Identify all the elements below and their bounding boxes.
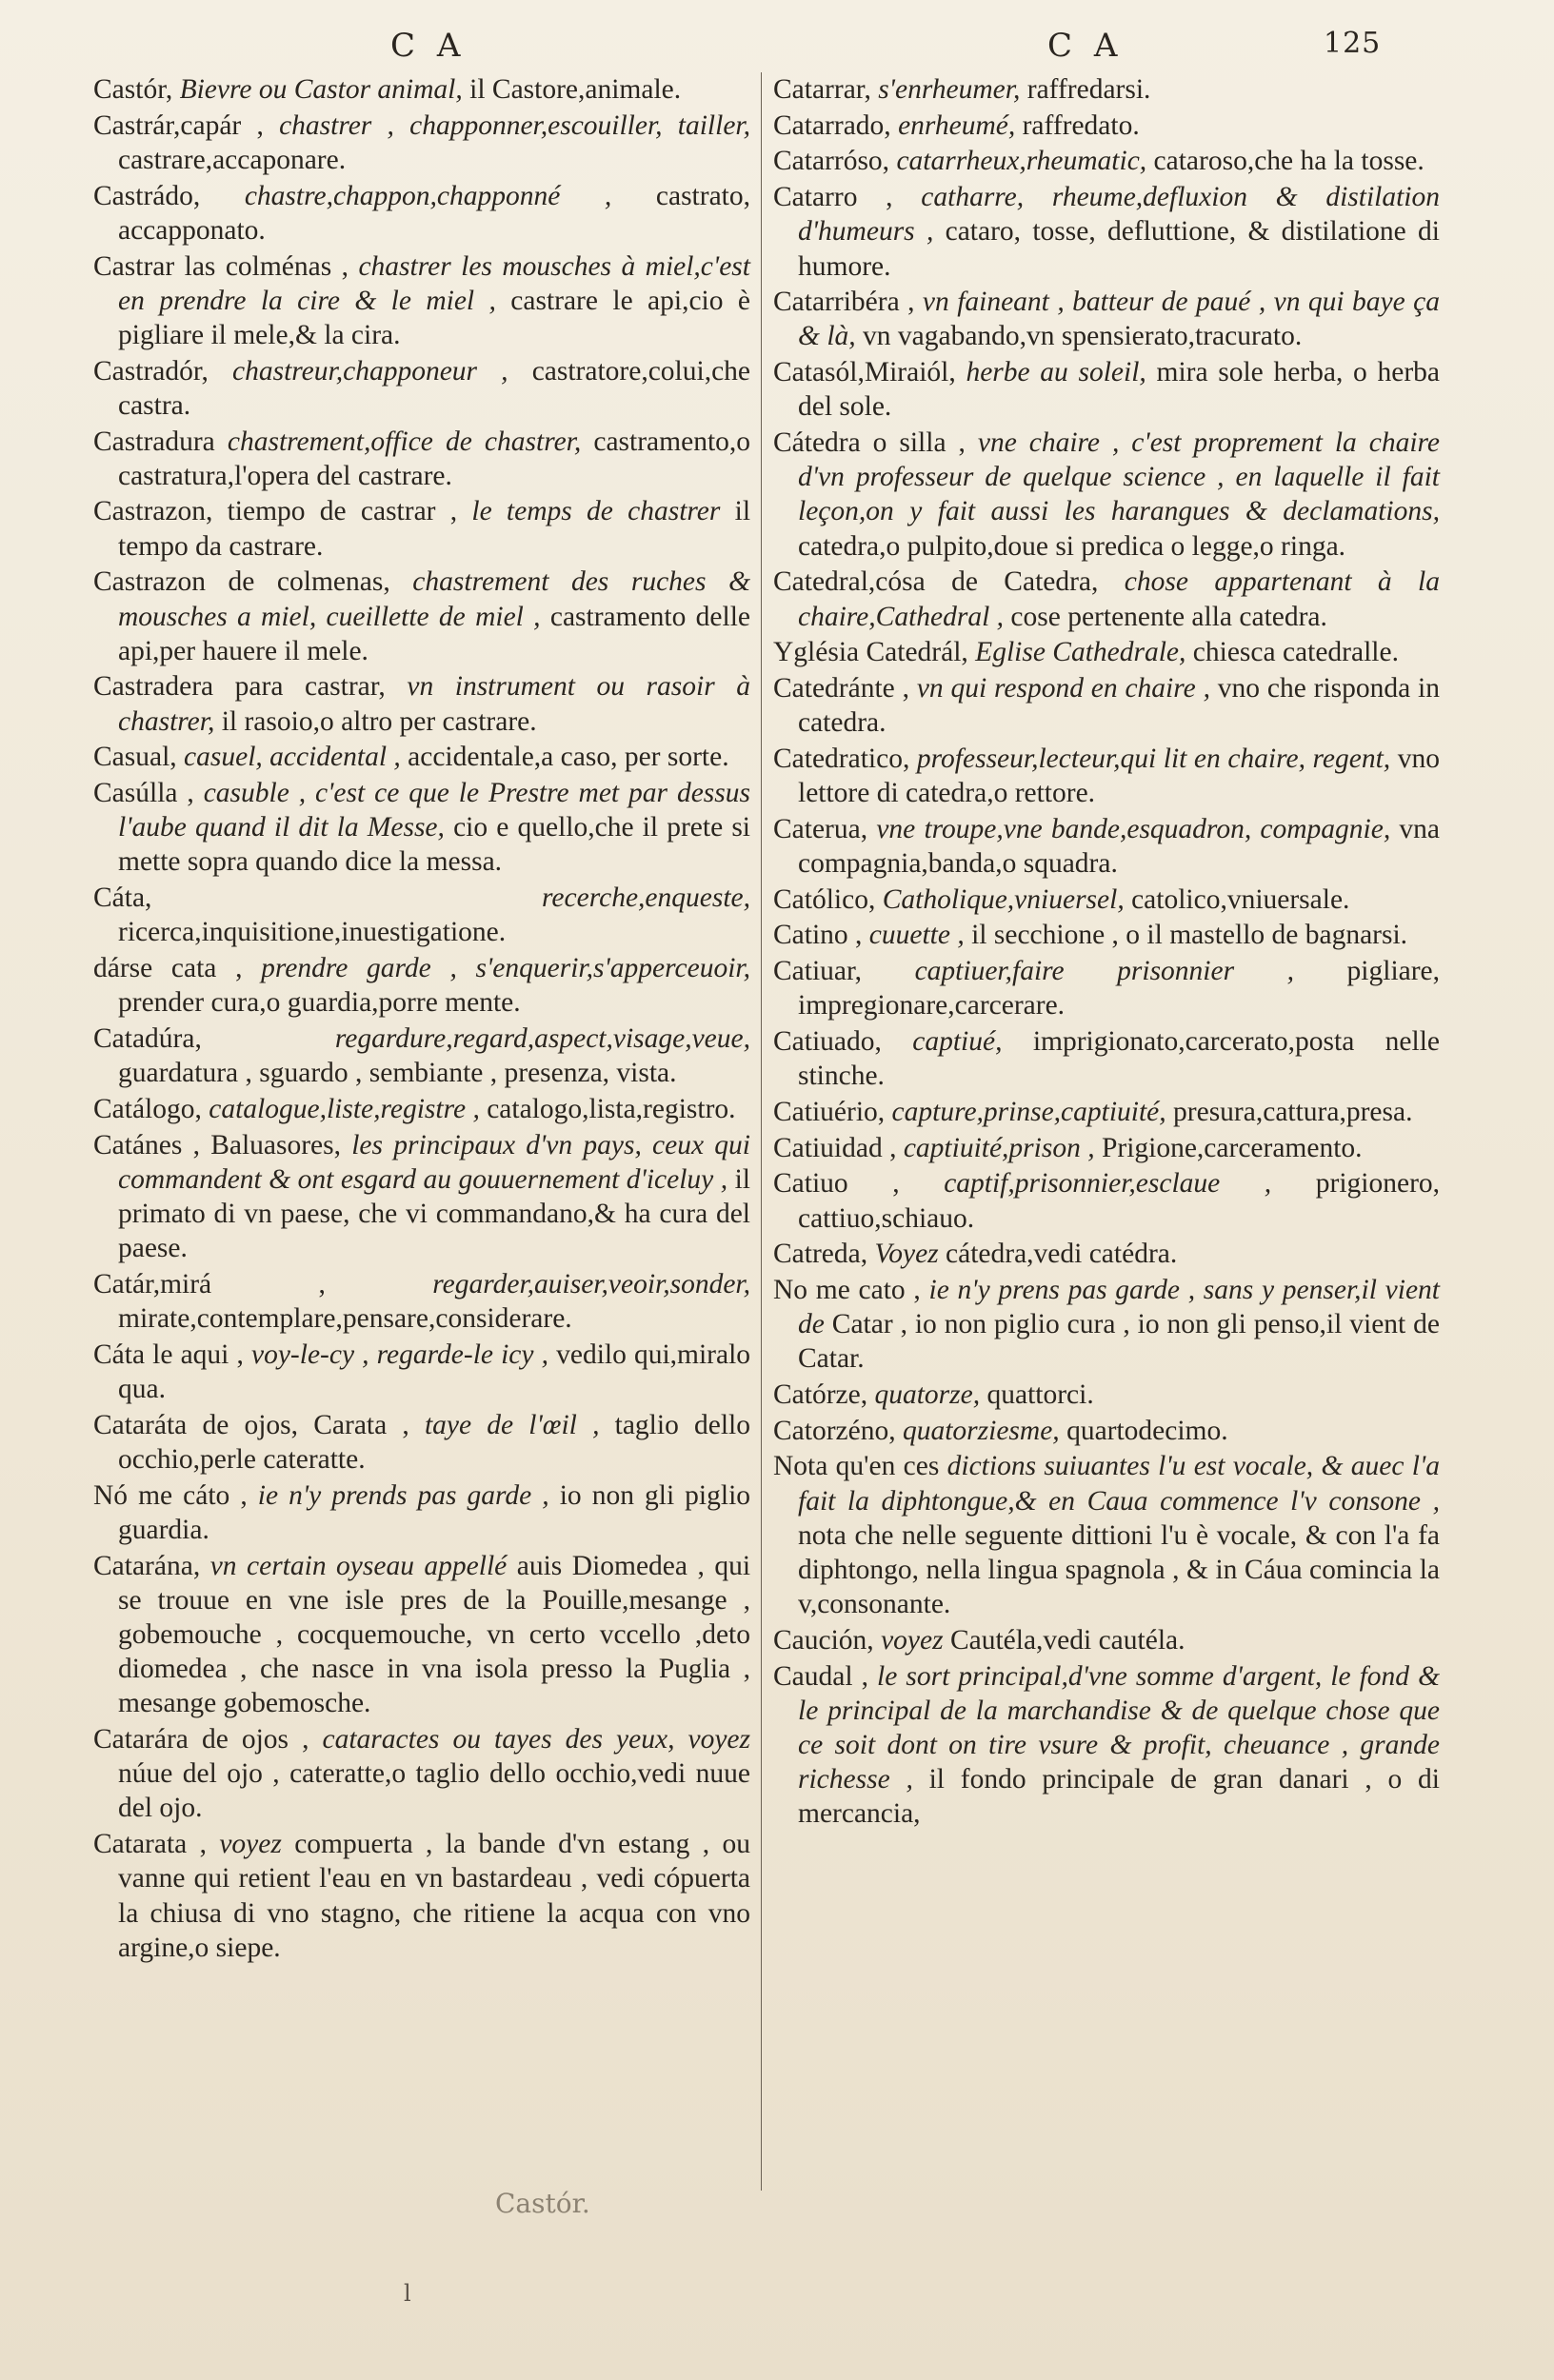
dictionary-entry	[93, 1338, 750, 1406]
dictionary-entry	[93, 494, 750, 563]
entry-italian: vno che risponda in catedra.	[798, 672, 1440, 739]
entry-italian: cataro, tosse, defluttione, & distilatione di humore.	[798, 216, 1440, 282]
entry-headword: Caudal ,	[773, 1660, 868, 1692]
entry-headword: Casúlla ,	[93, 778, 194, 809]
entry-headword: Catedral,cósa de Catedra,	[773, 566, 1099, 598]
entry-french: vn instrument ou rasoir à chastrer,	[118, 671, 750, 737]
dictionary-entry	[773, 1273, 1440, 1377]
dictionary-entry	[93, 1478, 750, 1547]
entry-headword: Catarána,	[93, 1550, 201, 1581]
entry-french: captiué,	[912, 1025, 1003, 1057]
entry-italian: castramento delle api,per hauere il mele.	[118, 601, 751, 666]
dictionary-entry	[773, 355, 1440, 424]
entry-french: catarrheux,rheumatic,	[896, 146, 1147, 177]
entry-italian: castrato, accapponato.	[118, 180, 750, 246]
entry-italian: castrare,accaponare.	[118, 144, 347, 175]
entry-french: ie n'y prends pas garde ,	[257, 1479, 549, 1511]
dictionary-entry	[93, 1092, 750, 1126]
entry-headword: Catarróso,	[773, 146, 890, 177]
entry-italian: quartodecimo.	[1066, 1415, 1228, 1446]
entry-italian: il rasoio,o altro per castrare.	[221, 705, 537, 737]
entry-headword: Cáta le aqui ,	[93, 1339, 244, 1370]
entry-headword: Catarrado,	[773, 109, 891, 141]
dictionary-entry	[773, 812, 1440, 881]
entry-italian: imprigionato,carcerato,posta nelle stinche.	[798, 1025, 1440, 1092]
entry-italian: castrare le api,cio è pigliare il mele,& la cira.	[118, 285, 750, 350]
right-column-header: C A	[1047, 27, 1124, 65]
entry-french: enrheumé,	[898, 109, 1016, 141]
entry-headword: dárse cata ,	[93, 953, 243, 984]
entry-italian: vna compagnia,banda,o squadra.	[798, 813, 1440, 879]
entry-french: captiuité,prison ,	[903, 1132, 1095, 1163]
dictionary-entry	[773, 1024, 1440, 1093]
entry-italian: io non gli piglio guardia.	[118, 1479, 751, 1545]
entry-french: Catholique,vniuersel,	[882, 883, 1125, 915]
dictionary-entry	[773, 1414, 1440, 1448]
entry-italian: catedra,o pulpito,doue si predica o legge,o ringa.	[798, 530, 1346, 562]
entry-headword: Catarro ,	[773, 182, 893, 213]
entry-headword: Catedránte ,	[773, 672, 909, 704]
entry-headword: Catasól,Miraiól,	[773, 357, 956, 388]
entry-french: cuuette ,	[868, 920, 965, 951]
entry-headword: Castradór,	[93, 355, 209, 387]
entry-italian: compuerta , la bande d'vn estang , ou vanne qui retient l'eau en vn bastardeau , vedi cópuerta la chiusa di vno stagno, che ritiene la acqua con vno argine,o siepe.	[118, 1829, 750, 1963]
entry-italian: núue del ojo , cateratte,o taglio dello occhio,vedi nuue del ojo.	[118, 1758, 750, 1824]
dictionary-entry	[93, 1827, 750, 1965]
entry-french: chastrer , chapponner,escouiller, tailler,	[279, 109, 750, 141]
entry-italian: Prigione,carceramento.	[1101, 1132, 1363, 1163]
entry-french: vne troupe,vne bande,esquadron, compagnie,	[876, 813, 1391, 844]
entry-french: vn faineant , batteur de paué , vn qui baye ça & là,	[798, 287, 1441, 352]
dictionary-entry	[773, 180, 1440, 284]
entry-italian: catalogo,lista,registro.	[487, 1093, 736, 1124]
entry-headword: Casual,	[93, 742, 177, 773]
entry-headword: Catedratico,	[773, 743, 910, 774]
entry-headword: Castradera para castrar,	[93, 671, 386, 703]
dictionary-entry	[773, 954, 1440, 1022]
entry-french: casuel, accidental ,	[184, 742, 401, 773]
entry-french: herbe au soleil,	[966, 357, 1146, 388]
entry-headword: Catarata ,	[93, 1829, 207, 1860]
dictionary-entry	[93, 951, 750, 1020]
entry-headword: Católico,	[773, 883, 876, 915]
entry-french: ie n'y prens pas garde , sans y penser,il vient de	[798, 1274, 1441, 1340]
dictionary-entry	[773, 671, 1440, 740]
entry-headword: Catálogo,	[93, 1093, 202, 1124]
entry-italian: prender cura,o guardia,porre mente.	[118, 987, 521, 1019]
catchword: Castór.	[495, 2188, 590, 2219]
dictionary-entry	[773, 918, 1440, 952]
entry-headword: Catino ,	[773, 920, 863, 951]
entry-french: catharre, rheume,defluxion & distilation d'humeurs ,	[798, 182, 1440, 248]
entry-french: chose appartenant à la chaire,Cathedral ,	[798, 566, 1440, 632]
entry-headword: Catórze,	[773, 1379, 868, 1411]
entry-italian: cose pertenente alla catedra.	[1010, 601, 1327, 632]
entry-french: captiuer,faire prisonnier ,	[914, 956, 1294, 987]
entry-italian: mira sole herba, o herba del sole.	[798, 357, 1441, 423]
dictionary-entry	[93, 72, 750, 107]
entry-headword: Yglésia Catedrál,	[773, 637, 968, 668]
entry-french: capture,prinse,captiuité,	[891, 1096, 1166, 1127]
entry-french: voy-le-cy , regarde-le icy ,	[251, 1339, 548, 1370]
entry-headword: Castrar las colménas ,	[93, 250, 349, 282]
entry-headword: Castrazon, tiempo de castrar ,	[93, 496, 458, 527]
entry-headword: Catorzéno,	[773, 1415, 896, 1446]
entry-italian: cátedra,vedi catédra.	[946, 1239, 1178, 1270]
entry-headword: Catiuo ,	[773, 1168, 900, 1200]
dictionary-entry	[93, 1267, 750, 1336]
entry-headword: Castrár,capár ,	[93, 109, 264, 141]
entry-headword: Catiuério,	[773, 1096, 886, 1127]
dictionary-entry	[773, 565, 1440, 633]
dictionary-entry	[93, 1722, 750, 1826]
entry-french: voyez	[219, 1829, 282, 1860]
entry-italian: vedilo qui,miralo qua.	[118, 1339, 751, 1405]
entry-headword: Castrádo,	[93, 180, 201, 211]
entry-italian: chiesca catedralle.	[1192, 637, 1399, 668]
entry-italian: nota che nelle seguente dittioni l'u è vocale, & con l'a fa diphtongo, nella lingua spagnola , & in Cáua comincia la v,consonante.	[798, 1519, 1440, 1620]
entry-headword: Castrazon de colmenas,	[93, 566, 390, 598]
entry-french: chastreur,chapponeur ,	[232, 355, 508, 387]
entry-french: Eglise Cathedrale,	[975, 637, 1186, 668]
entry-headword: Catarára de ojos ,	[93, 1724, 309, 1755]
entry-french: professeur,lecteur,qui lit en chaire, regent,	[916, 743, 1391, 774]
left-column	[93, 72, 750, 1966]
dictionary-entry	[773, 1449, 1440, 1621]
entry-headword: Catánes , Baluasores,	[93, 1129, 342, 1160]
entry-french: s'enrheumer,	[878, 74, 1021, 105]
entry-italian: guardatura , sguardo , sembiante , presenza, vista.	[118, 1058, 677, 1089]
right-column	[773, 72, 1440, 1833]
entry-italian: Cautéla,vedi cautéla.	[949, 1624, 1185, 1656]
entry-italian: il primato di vn paese, che vi commandano,& ha cura del paese.	[118, 1163, 750, 1264]
dictionary-entry	[773, 1237, 1440, 1271]
entry-french: chastre,chappon,chapponné ,	[244, 180, 612, 211]
footer-mark: l	[404, 2280, 411, 2307]
entry-headword: Castór,	[93, 74, 173, 105]
entry-italian: prigionero, cattiuo,schiauo.	[798, 1168, 1441, 1234]
entry-french: casuble , c'est ce que le Prestre met par dessus l'aube quand il dit la Messe,	[118, 778, 750, 843]
entry-french: cataractes ou tayes des yeux, voyez	[322, 1724, 751, 1755]
entry-italian: taglio dello occhio,perle cateratte.	[118, 1409, 750, 1475]
dictionary-entry	[93, 740, 750, 774]
entry-headword: Caución,	[773, 1624, 874, 1656]
entry-italian: il tempo da castrare.	[118, 496, 751, 562]
entry-italian: cio e quello,che il prete si mette sopra quando dice la messa.	[118, 812, 750, 878]
dictionary-entry	[773, 109, 1440, 143]
entry-italian: Catar , io non piglio cura , io non gli penso,il vient de Catar.	[798, 1309, 1440, 1375]
dictionary-entry	[773, 72, 1440, 107]
entry-headword: Catarribéra ,	[773, 287, 915, 318]
entry-italian: catolico,vniuersale.	[1131, 883, 1350, 915]
entry-french: voyez	[881, 1624, 944, 1656]
entry-italian: raffredato.	[1022, 109, 1140, 141]
dictionary-entry	[773, 1166, 1440, 1235]
entry-headword: No me cato ,	[773, 1274, 921, 1305]
dictionary-entry	[93, 1021, 750, 1090]
entry-italian: castramento,o castratura,l'opera del castrare.	[118, 426, 751, 491]
dictionary-entry	[773, 1131, 1440, 1165]
entry-italian: raffredarsi.	[1026, 74, 1151, 105]
dictionary-entry	[93, 249, 750, 353]
dictionary-entry	[93, 565, 750, 668]
entry-italian: pigliare, impregionare,carcerare.	[798, 956, 1441, 1021]
entry-italian: accidentale,a caso, per sorte.	[408, 742, 729, 773]
dictionary-entry	[93, 354, 750, 423]
entry-french: chastrement,office de chastrer,	[227, 426, 582, 457]
dictionary-entry	[773, 426, 1440, 564]
left-column-header: C A	[390, 27, 467, 65]
entry-french: les principaux d'vn pays, ceux qui commandent & ont esgard au gouuernement d'iceluy ,	[118, 1129, 750, 1195]
dictionary-entry	[93, 425, 750, 493]
entry-headword: Caterua,	[773, 813, 868, 844]
entry-headword: Castradura	[93, 426, 215, 457]
entry-headword: Catár,mirá ,	[93, 1268, 326, 1299]
entry-italian: il fondo principale de gran danari , o di mercancia,	[798, 1764, 1441, 1830]
entry-french: Voyez	[874, 1239, 939, 1270]
dictionary-entry	[773, 144, 1440, 178]
entry-french: le temps de chastrer	[471, 496, 721, 527]
entry-french: vne chaire , c'est proprement la chaire d'vn professeur de quelque science , en laquelle il fait leçon,on y fait aussi les harangues & declamations,	[798, 427, 1441, 527]
entry-french: chastrer les mousches à miel,c'est en prendre la cire & le miel ,	[118, 250, 750, 316]
dictionary-entry	[93, 776, 750, 880]
dictionary-entry	[93, 1549, 750, 1721]
entry-french: captif,prisonnier,esclaue ,	[944, 1168, 1272, 1200]
page-number: 125	[1324, 27, 1382, 60]
entry-french: regarder,auiser,veoir,sonder,	[432, 1268, 751, 1299]
entry-headword: Catarrar,	[773, 74, 871, 105]
entry-french: prendre garde , s'enquerir,s'apperceuoir,	[261, 953, 750, 984]
dictionary-entry	[773, 1095, 1440, 1129]
dictionary-entry	[773, 742, 1440, 810]
entry-headword: Cátedra o silla ,	[773, 427, 966, 459]
dictionary-entry	[773, 635, 1440, 669]
column-divider	[761, 72, 762, 2191]
entry-italian: mirate,contemplare,pensare,considerare.	[118, 1303, 572, 1335]
entry-headword: Cáta,	[93, 883, 152, 914]
dictionary-entry	[93, 179, 750, 248]
entry-italian: quattorci.	[986, 1379, 1094, 1411]
entry-headword: Catreda,	[773, 1239, 868, 1270]
dictionary-entry	[93, 109, 750, 177]
entry-headword: Catiuado,	[773, 1025, 882, 1057]
dictionary-entry	[93, 1128, 750, 1266]
entry-headword: Nó me cáto ,	[93, 1479, 248, 1511]
entry-italian: vn vagabando,vn spensierato,tracurato.	[863, 321, 1303, 352]
entry-french: le sort principal,d'vne somme d'argent, le fond & le principal de la marchandise & de quelque chose que ce soit dont on tire vsure & profit, cheuance , grande richesse ,	[798, 1660, 1441, 1795]
entry-french: vn qui respond en chaire ,	[916, 672, 1210, 704]
entry-french: dictions suiuantes l'u est vocale, & auec l'a fait la diphtongue,& en Caua commence l'v consone ,	[798, 1451, 1441, 1517]
entry-headword: Catiuidad ,	[773, 1132, 897, 1163]
entry-italian: il Castore,animale.	[469, 74, 682, 105]
dictionary-entry	[773, 1659, 1440, 1832]
entry-headword: Catiuar,	[773, 956, 863, 987]
entry-italian: presura,cattura,presa.	[1173, 1096, 1413, 1127]
dictionary-entry	[93, 881, 750, 949]
entry-french: quatorziesme,	[902, 1415, 1060, 1446]
entry-italian: auis Diomedea , qui se trouue en vne isle pres de la Pouille,mesange , gobemouche , cocquemouche, vn certo vccello ,deto diomedea , che nasce in vna isola presso la Puglia , mesange gobemosche.	[118, 1550, 751, 1719]
entry-headword: Cataráta de ojos, Carata ,	[93, 1409, 409, 1440]
entry-italian: cataroso,che ha la tosse.	[1153, 146, 1424, 177]
dictionary-entry	[773, 1623, 1440, 1657]
entry-french: catalogue,liste,registre ,	[209, 1093, 480, 1124]
dictionary-entry	[93, 669, 750, 738]
entry-french: Bievre ou Castor animal,	[179, 74, 463, 105]
entry-french: quatorze,	[874, 1379, 981, 1411]
entry-french: chastrement des ruches & mousches a miel, cueillette de miel ,	[118, 566, 751, 632]
dictionary-entry	[773, 883, 1440, 917]
entry-french: regardure,regard,aspect,visage,veue,	[334, 1022, 750, 1054]
entry-french: vn certain oyseau appellé	[209, 1550, 508, 1581]
entry-italian: castratore,colui,che castra.	[118, 355, 751, 421]
entry-french: recerche,enqueste,	[542, 883, 750, 914]
entry-italian: ricerca,inquisitione,inuestigatione.	[118, 917, 507, 948]
dictionary-entry	[773, 1378, 1440, 1412]
entry-french: taye de l'œil ,	[424, 1409, 600, 1440]
entry-italian: il secchione , o il mastello de bagnarsi.	[971, 920, 1408, 951]
dictionary-entry	[773, 285, 1440, 353]
entry-headword: Nota qu'en ces	[773, 1451, 940, 1482]
dictionary-entry	[93, 1408, 750, 1477]
entry-headword: Catadúra,	[93, 1022, 202, 1054]
entry-italian: vno lettore di catedra,o rettore.	[798, 743, 1441, 809]
